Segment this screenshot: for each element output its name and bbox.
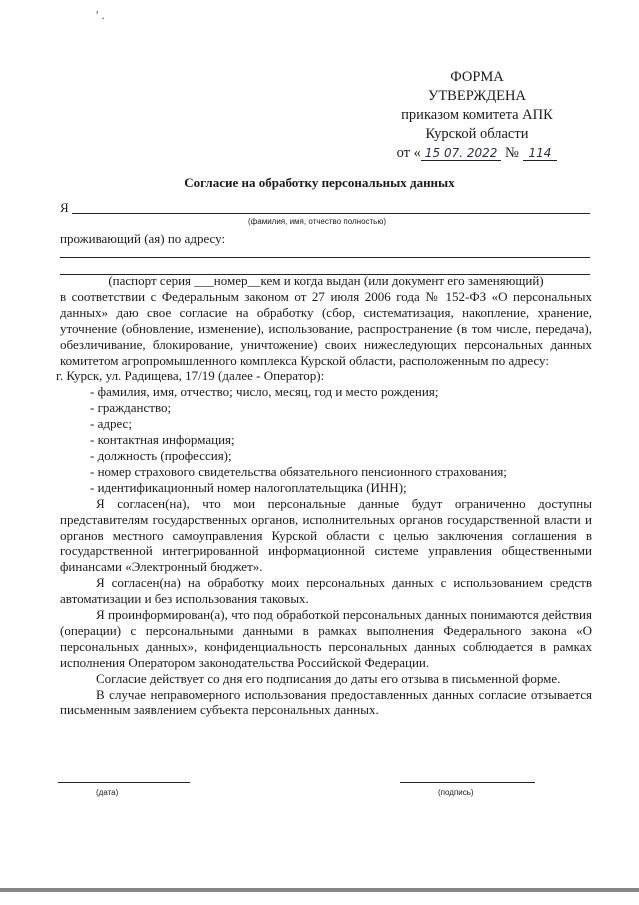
full-name-field[interactable] [72,213,590,214]
scan-bottom-edge [0,888,639,892]
i-label: Я [60,200,69,215]
date-hint: (дата) [96,788,119,797]
consent-paragraph-2: Я согласен(на), что мои персональные данные будут ограниченно доступны представителям государственных органов, исполнительных органов государственной власти и органов местного самоуправления Курской области с целью заключения соглашения в государственной интегрированной информационной системе управления общественными финансами «Электронный бюджет». [60,495,592,575]
consent-paragraph-4: Я проинформирован(а), что под обработкой персональных данных понимаются действия (операции) с персональными данными в рамках выполнения Федерального закона «О персональных данных», конфиденциальность персональных данных соблюдается в рамках исполнения Оператором законодательства Российской Федерации. [60,607,592,670]
number-label: № [505,145,519,161]
document-title: Согласие на обработку персональных данных [184,175,455,190]
signature-hint: (подпись) [438,788,474,797]
data-list-item: - контактная информация; [90,432,235,448]
address-label: проживающий (ая) по адресу: [60,231,226,246]
consent-paragraph-6: В случае неправомерного использования предоставленных данных согласие отзывается письменным заявлением субъекта персональных данных. [60,686,592,718]
consent-paragraph-5: Согласие действует со дня его подписания до даты его отзыва в письменной форме. [96,670,561,686]
scan-speck: ʹ . [96,8,105,22]
from-label: от [396,145,410,161]
form-word: ФОРМА [450,69,504,85]
address-field-line-1[interactable] [60,257,590,258]
date-field[interactable] [58,782,190,783]
consent-body [56,273,592,718]
operator-address: г. Курск, ул. Радищева, 17/19 (далее - Оператор): [56,368,325,384]
approved-word: УТВЕРЖДЕНА [428,88,526,104]
order-line: приказом комитета АПК [401,107,553,123]
order-date-line: от « 15 07. 2022 № 114 [372,144,582,163]
data-list-item: - гражданство; [90,400,172,416]
passport-line: (паспорт серия ___номер__кем и когда выдан (или документ его заменяющий) [108,273,544,288]
full-name-hint: (фамилия, имя, отчество полностью) [248,217,387,226]
signature-field[interactable] [400,782,535,783]
region-line: Курской области [425,126,529,142]
order-number-handwritten: 114 [523,146,558,161]
data-list-item: - номер страхового свидетельства обязательного пенсионного страхования; [90,463,507,479]
data-list-item: - фамилия, имя, отчество; число, месяц, год и место рождения; [90,384,439,400]
data-list-item: - адрес; [90,416,132,432]
consent-paragraph-1: в соответствии с Федеральным законом от 27 июля 2006 года № 152-ФЗ «О персональных данных» даю свое согласие на обработку (сбор, систематизация, накопление, хранение, уточнение (обновление, изменение), использование, распространение (в том числе, передача), обезличивание, блокирование, уничтожение) своих нижеследующих персональных данных комитетом агропромышленного комплекса Курской области, расположенным по адресу: [60,288,592,368]
consent-paragraph-3: Я согласен(на) на обработку моих персональных данных с использованием средств автоматизации и без использования таковых. [60,575,592,607]
approval-stamp [372,68,582,163]
order-date-handwritten: 15 07. 2022 [421,146,502,161]
data-list-item: - должность (профессия); [90,447,232,463]
data-list-item: - идентификационный номер налогоплательщика (ИНН); [90,479,407,495]
